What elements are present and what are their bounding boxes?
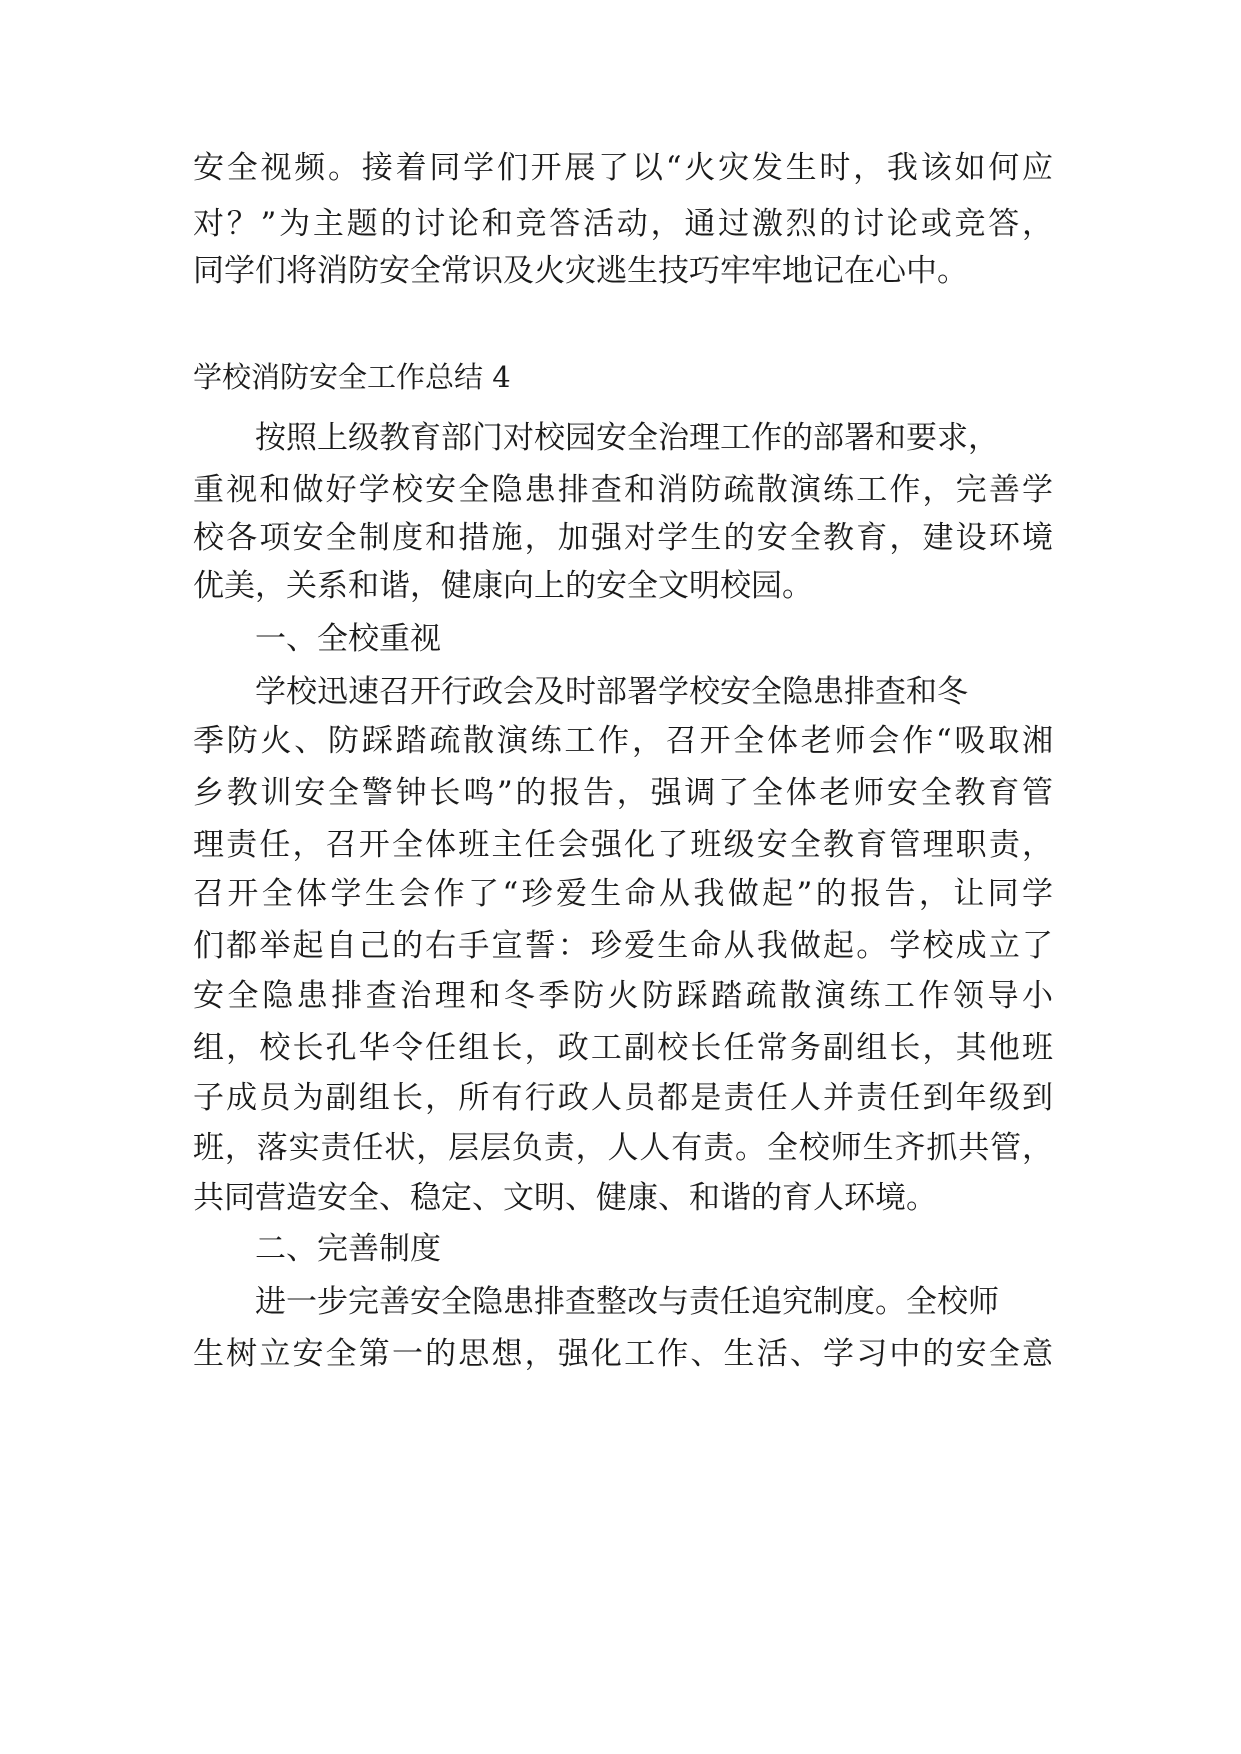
paragraph-first-line: 学校迅速召开行政会及时部署学校安全隐患排查和冬 [255, 674, 968, 710]
text-line: 班，落实责任状，层层负责，人人有责。全校师生齐抓共管， [193, 1130, 1053, 1166]
section-heading: 一、全校重视 [255, 621, 441, 657]
text-line: 重视和做好学校安全隐患排查和消防疏散演练工作，完善学 [193, 472, 1053, 508]
text-line: 校各项安全制度和措施，加强对学生的安全教育，建设环境 [193, 520, 1053, 556]
text-line: 子成员为副组长，所有行政人员都是责任人并责任到年级到 [193, 1080, 1053, 1116]
text-line: 召开全体学生会作了“珍爱生命从我做起”的报告，让同学 [193, 876, 1053, 912]
paragraph-first-line: 按照上级教育部门对校园安全治理工作的部署和要求， [255, 420, 999, 456]
section-title: 学校消防安全工作总结 4 [193, 360, 511, 394]
section-heading: 二、完善制度 [255, 1231, 441, 1267]
text-line: 优美，关系和谐，健康向上的安全文明校园。 [193, 568, 813, 604]
text-line: 组，校长孔华令任组长，政工副校长任常务副组长，其他班 [193, 1030, 1053, 1066]
text-line: 共同营造安全、稳定、文明、健康、和谐的育人环境。 [193, 1180, 937, 1216]
text-line: 安全视频。接着同学们开展了以“火灾发生时，我该如何应 [193, 150, 1053, 186]
text-line: 理责任，召开全体班主任会强化了班级安全教育管理职责， [193, 827, 1053, 863]
text-line: 生树立安全第一的思想，强化工作、生活、学习中的安全意 [193, 1336, 1053, 1372]
text-line: 季防火、防踩踏疏散演练工作，召开全体老师会作“吸取湘 [193, 723, 1053, 759]
text-line: 安全隐患排查治理和冬季防火防踩踏疏散演练工作领导小 [193, 978, 1053, 1014]
text-line: 们都举起自己的右手宣誓：珍爱生命从我做起。学校成立了 [193, 928, 1053, 964]
text-line: 对？”为主题的讨论和竞答活动，通过激烈的讨论或竞答， [193, 206, 1053, 242]
paragraph-first-line: 进一步完善安全隐患排查整改与责任追究制度。全校师 [255, 1284, 999, 1320]
text-line: 乡教训安全警钟长鸣”的报告，强调了全体老师安全教育管 [193, 775, 1053, 811]
text-line: 同学们将消防安全常识及火灾逃生技巧牢牢地记在心中。 [193, 253, 968, 289]
